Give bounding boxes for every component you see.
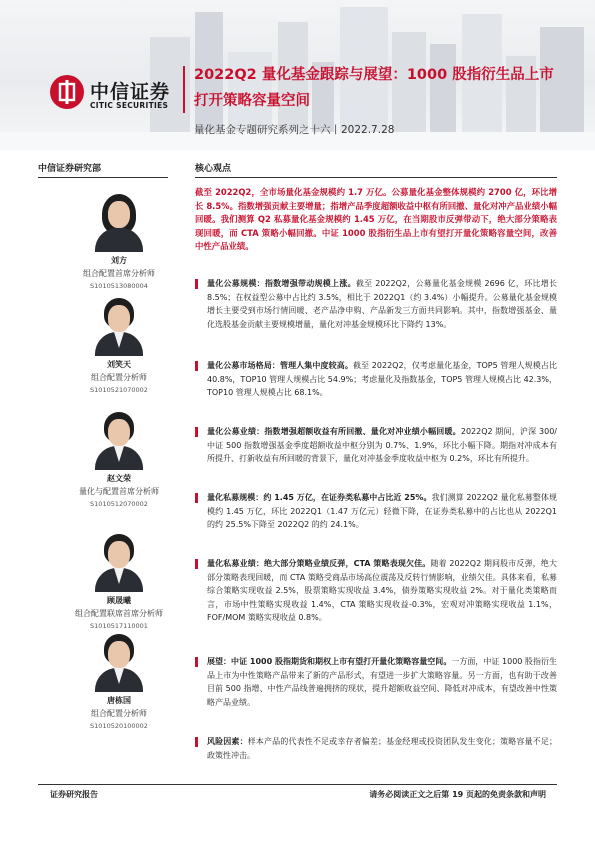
analyst-card: [60, 408, 178, 511]
analyst-id: S1010517110001: [90, 622, 148, 630]
bullet-public-fund-structure: [195, 359, 557, 400]
analyst-name: 赵文荣: [107, 474, 131, 483]
bullet-text: 截至 2022Q2，仅考虑量化基金，TOP5 管理人规模占比 40.8%，TOP10 管理人规模占比 54.9%；考虑量化及指数基金，TOP5 管理人规模占比 42.3%，TOP10 管理人规模占比 68.1%。: [207, 361, 558, 398]
analyst-title: 量化与配置首席分析师: [79, 486, 159, 496]
analyst-title: 组合配置分析师: [91, 372, 147, 382]
bullet-text: 随着 2022Q2 期间股市反弹，绝大部分策略表现回暖，而 CTA 策略受商品市场高位震荡及反转行情影响，业绩欠佳。具体来看，私募综合策略实现收益 2.5%，股票策略实现收益 3.4%，债券策略实现收益 2%。对于量化类策略而言，市场中性策略实现收益 1.4%，CTA 策略实现收益-0.3%，宏观对冲策略实现收益 1.1%，FOF/MOM 策略实现收益 0.8%。: [207, 559, 557, 623]
bullet-marker: [195, 657, 198, 667]
analyst-card: [60, 294, 178, 397]
bullet-marker: [195, 493, 198, 503]
bullet-text: 我们测算 2022Q2 量化私募整体规模约 1.45 万亿，环比 2022Q1（1.47 万亿元）轻微下降，在证券类私募中的占比也从 2022Q1 的约 25.5%下降至 2022Q2 的约 24.1%。: [207, 493, 557, 530]
bullet-outlook: [195, 655, 557, 709]
bullet-private-fund-performance: [195, 557, 557, 625]
bullet-text: 截至 2022Q2，公募量化基金规模 2696 亿，环比增长 8.5%；在权益型公募中占比约 3.5%，相比于 2022Q1（约 3.4%）小幅提升。公募量化基金规模增长主要受到市场行情回暖、老产品净申购、产品新发三方面共同影响。其中，指数增强基金、量化选股基金贡献主要规模增量，量化对冲基金规模环比下降约 13%。: [207, 279, 558, 329]
research-dept-heading: 中信证券研究部: [38, 161, 168, 178]
analyst-photo: [91, 190, 147, 252]
bullet-heading: 风险因素：: [207, 737, 248, 746]
analyst-card: [60, 630, 178, 733]
brand-logo: [50, 75, 180, 115]
bullet-marker: [195, 361, 198, 371]
analyst-title: 组合配置首席分析师: [83, 268, 155, 278]
analyst-title: 组合配置联席首席分析师: [75, 608, 163, 618]
bullet-public-fund-performance: [195, 425, 557, 466]
bullet-text: 一方面，中证 1000 股指衍生品上市为中性策略产品带来了新的产品形式，有望进一步扩大策略容量。另一方面，也有助于改善目前 500 指增、中性产品线普遍拥挤的现状，提升超额收益空间、降低对冲成本，有望改善中性策略产品业绩。: [207, 657, 557, 707]
bullet-heading: 量化公募市场格局：管理人集中度较高。: [207, 361, 353, 370]
report-title: 2022Q2 量化基金跟踪与展望：1000 股指衍生品上市打开策略容量空间: [194, 67, 554, 109]
bullet-public-fund-scale: [195, 277, 557, 331]
analyst-id: S1010520100002: [90, 722, 148, 730]
bullet-text: 样本产品的代表性不足或幸存者偏差；基金经理或投资团队发生变化；策略容量不足；政策性冲击。: [207, 737, 558, 760]
analyst-photo: [91, 530, 147, 592]
title-accent-bar: [183, 66, 185, 113]
brand-name-cn: 中信证券: [90, 81, 171, 103]
bullet-text: 2022Q2 期间，沪深 300/中证 500 指数增强基金季度超额收益中枢分别为 0.7%、1.9%，环比小幅下降。期指对冲成本有所提升、打新收益有所回暖的背景下，量化对冲基金季度收益中枢为 0.2%，环比有所提升。: [207, 427, 557, 464]
bullet-heading: 量化公募业绩：指数增强超额收益有所回撤、量化对冲业绩小幅回暖。: [207, 427, 461, 436]
analyst-name: 刘笑天: [107, 360, 131, 369]
bullet-risk-factors: [195, 735, 557, 762]
analyst-id: S1010513080004: [90, 282, 148, 290]
footer-report-type: 证券研究报告: [50, 790, 98, 799]
brand-name-en: CITIC SECURITIES: [90, 101, 169, 110]
report-subtitle: 量化基金专题研究系列之十六丨2022.7.28: [194, 124, 395, 136]
bullet-marker: [195, 559, 198, 569]
analyst-name: 刘方: [111, 256, 127, 265]
analyst-photo: [91, 630, 147, 692]
bullet-marker: [195, 427, 198, 437]
analyst-name: 顾晟曦: [107, 596, 131, 605]
footer-disclaimer: 请务必阅读正文之后第 19 页起的免责条款和声明: [369, 790, 546, 799]
footer-divider: [38, 784, 557, 785]
analyst-photo: [91, 408, 147, 470]
core-summary: 截至 2022Q2，全市场量化基金规模约 1.7 万亿。公募量化基金整体规模约 2700 亿，环比增长 8.5%。指数增强贡献主要增量；指增产品季度超额收益中枢有所回撤、量化对冲产品业绩小幅回暖。我们测算 Q2 私募量化基金规模约 1.45 万亿，在当期股市反弹带动下，绝大部分策略表现回暖，而 CTA 策略小幅回撤。中证 1000 股指衍生品上市有望打开量化策略容量空间，改善中性产品业绩。: [195, 187, 557, 251]
bullet-marker: [195, 737, 198, 747]
bullet-private-fund-scale: [195, 491, 557, 532]
bullet-heading: 量化私募规模：约 1.45 万亿，在证券类私募中占比近 25%。: [207, 493, 432, 502]
analyst-id: S1010512070002: [90, 500, 148, 508]
analyst-card: [60, 530, 178, 633]
citic-logo-icon: [50, 75, 84, 109]
bullet-heading: 量化私募业绩：绝大部分策略业绩反弹，CTA 策略表现欠佳。: [207, 559, 431, 568]
analyst-photo: [91, 294, 147, 356]
bullet-heading: 量化公募规模：指数增强带动规模上涨。: [207, 279, 356, 288]
bullet-marker: [195, 279, 198, 289]
analyst-name: 唐栋国: [107, 696, 131, 705]
bullet-heading: 展望：中证 1000 股指期货和期权上市有望打开量化策略容量空间。: [207, 657, 452, 666]
analyst-id: S1010521070002: [90, 386, 148, 394]
analyst-title: 组合配置分析师: [91, 708, 147, 718]
analyst-card: [60, 190, 178, 293]
core-views-heading: 核心观点: [195, 161, 557, 178]
